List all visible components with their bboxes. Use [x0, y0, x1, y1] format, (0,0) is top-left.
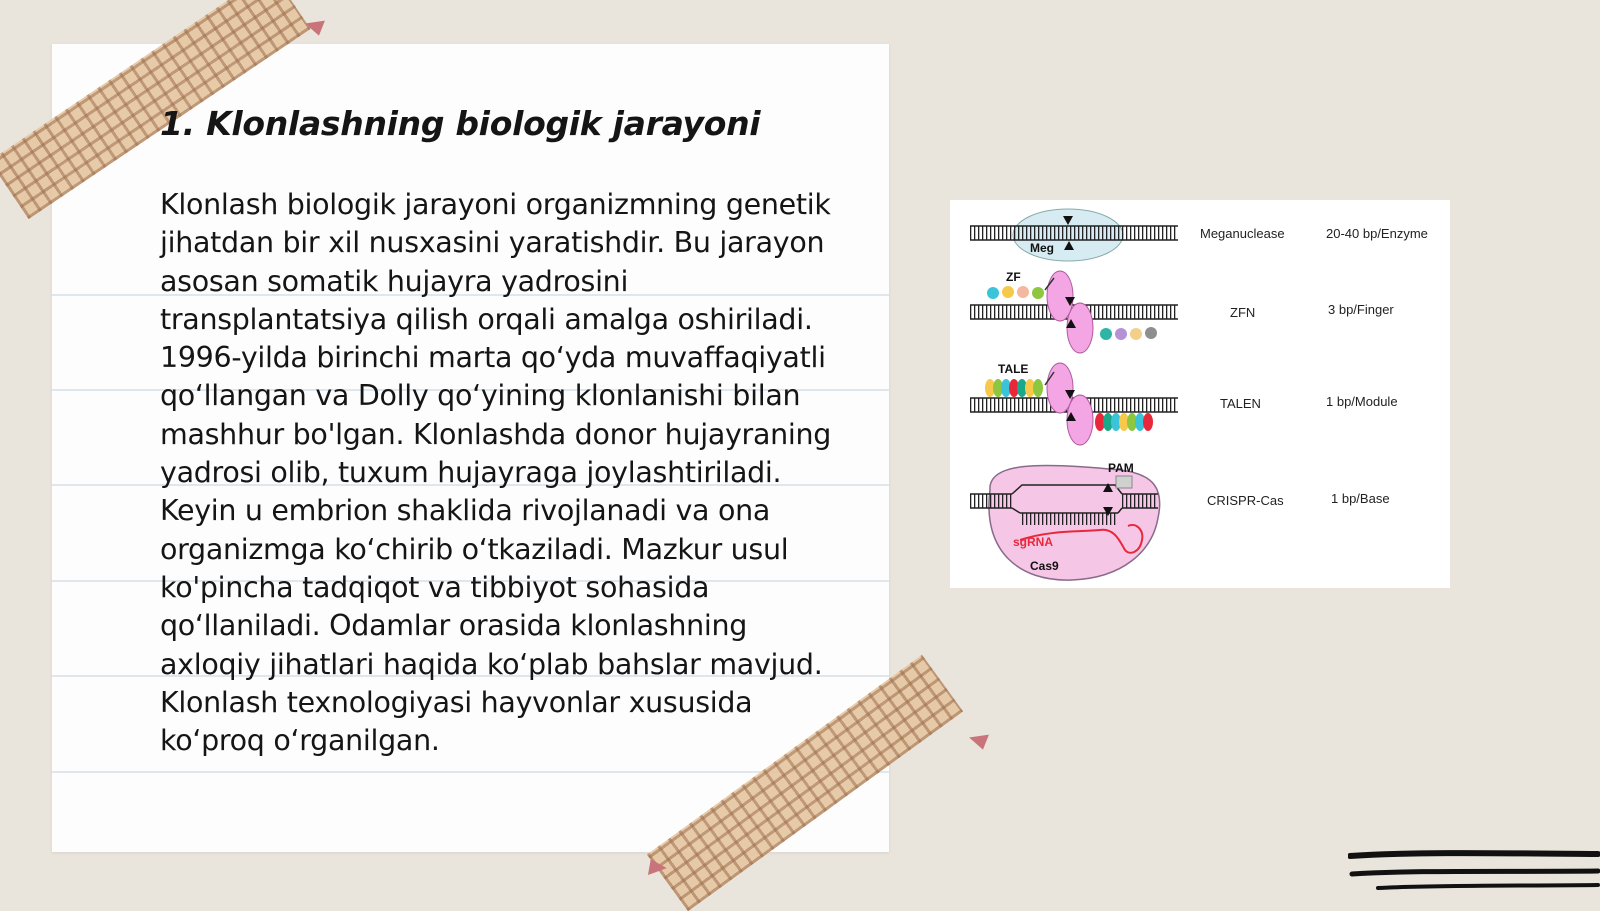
tale-label: TALE — [998, 362, 1029, 376]
slide-body-text: Klonlash biologik jarayoni organizmning genetik jihatdan bir xil nusxasini yaratishdir. Bu jarayon asosan somatik hujayra yadrosini transplantatsiya qilish orqali amalga oshiriladi. 1996-yilda birinchi marta qo‘yda muvaffaqiyatli qo‘llangan va Dolly qo‘yining klonlanishi bilan mashhur bo'lgan. Klonlashda donor hujayraning yadrosi olib, tuxum hujayraga joylashtiriladi. Keyin u embrion shaklida rivojlanadi va ona organizmga ko‘chirib o‘tkaziladi. Mazkur usul ko'pincha tadqiqot va tibbiyot sohasida qo‘llaniladi. Odamlar orasida klonlashning axloqiy jihatlari haqida ko‘plab bahslar mavjud. Klonlash texnologiyasi hayvonlar xususida ko‘proq o‘rganilgan. — [160, 188, 832, 758]
talen-name: TALEN — [1220, 396, 1261, 411]
zfn-name: ZFN — [1230, 305, 1256, 320]
meganuclease-name: Meganuclease — [1200, 226, 1285, 241]
genome-editing-figure — [950, 200, 1450, 588]
decorative-brush-strokes — [1348, 848, 1600, 898]
pin-tip-top — [305, 21, 327, 38]
meganuclease-spec: 20-40 bp/Enzyme — [1326, 226, 1428, 241]
zfn-diagram — [970, 270, 1178, 353]
slide-title: 1. Klonlashning biologik jarayoni — [160, 104, 761, 143]
meg-label: Meg — [1030, 241, 1054, 255]
pin-tip-bottom — [969, 735, 991, 752]
sgrna-label: sgRNA — [1013, 535, 1054, 549]
meganuclease-diagram — [970, 209, 1178, 261]
cas9-label: Cas9 — [1030, 559, 1059, 573]
crispr-name: CRISPR-Cas — [1207, 493, 1284, 508]
zf-label: ZF — [1006, 270, 1021, 284]
talen-spec: 1 bp/Module — [1326, 394, 1398, 409]
crispr-spec: 1 bp/Base — [1331, 491, 1390, 506]
crispr-diagram — [970, 461, 1160, 580]
talen-diagram — [970, 362, 1178, 445]
zfn-spec: 3 bp/Finger — [1328, 302, 1394, 317]
pam-label: PAM — [1108, 461, 1134, 475]
